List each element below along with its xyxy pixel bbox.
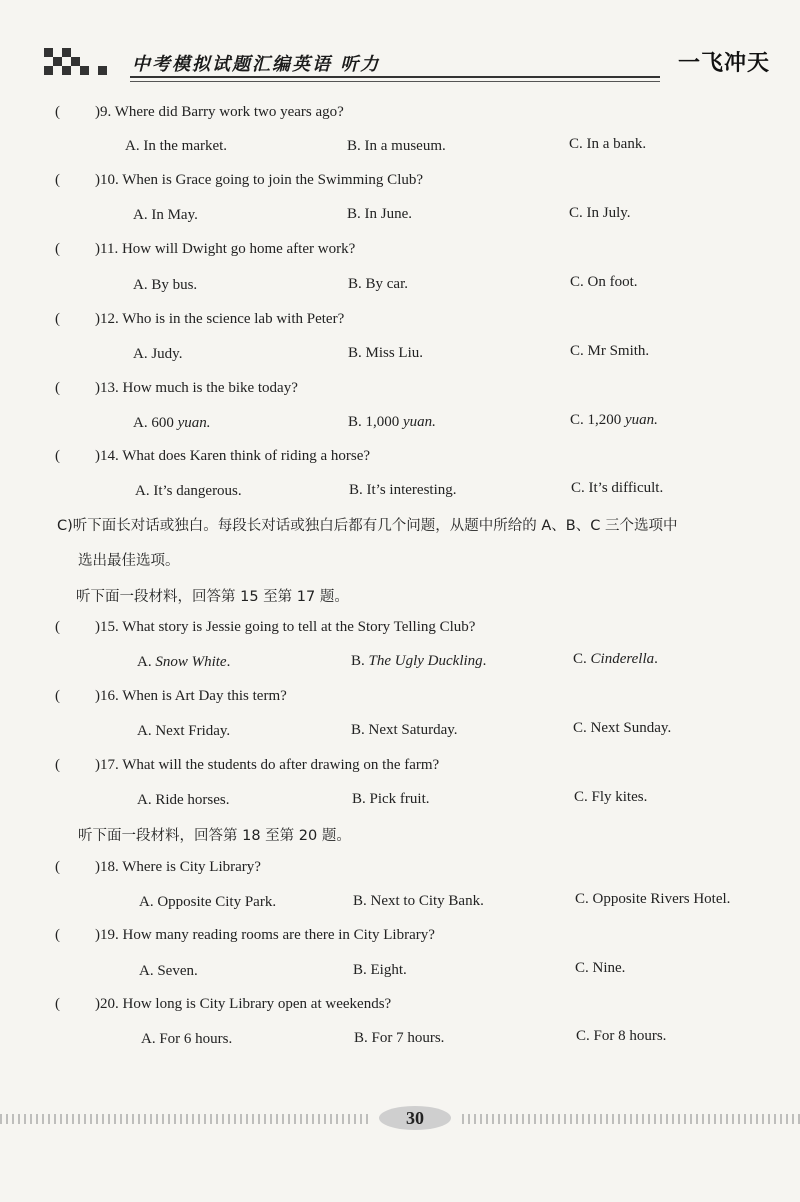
answer-paren: ( [55,859,60,875]
answer-paren: ( [55,448,60,464]
question-text: )9. Where did Barry work two years ago? [95,104,344,120]
option-a: A. Next Friday. [137,723,231,739]
option-c: C. Next Sunday. [573,720,672,736]
question-11 [55,241,355,258]
page-header [40,40,770,86]
option-c: C. In July. [569,205,631,221]
option-a: A. In the market. [125,138,228,154]
option-b: B. The Ugly Duckling. [351,653,487,669]
header-title: 中考模拟试题汇编英语 听力 [132,54,381,75]
section-part-1-heading: 听下面一段材料，回答第 15 至第 17 题。 [76,589,349,605]
option-b: B. By car. [348,276,408,292]
option-a: A. Seven. [139,963,198,979]
option-b: B. In June. [347,206,412,222]
option-c: C. It’s difficult. [571,480,664,496]
option-c: C. Nine. [575,960,626,976]
question-15 [55,619,475,636]
option-c: C. Fly kites. [574,789,648,805]
answer-paren: ( [55,619,60,635]
option-b: B. Pick fruit. [352,791,430,807]
question-20 [55,996,391,1013]
checker-logo-icon [44,48,128,78]
question-9 [55,104,344,121]
option-a: A. It’s dangerous. [135,483,242,499]
option-b: B. Miss Liu. [348,345,424,361]
answer-paren: ( [55,172,60,188]
option-b: B. Next Saturday. [351,722,458,738]
answer-paren: ( [55,996,60,1012]
option-c: C. Cinderella. [573,651,658,667]
option-b: B. Next to City Bank. [353,893,484,909]
question-12 [55,311,344,328]
question-10 [55,172,423,189]
option-c: C. In a bank. [569,136,647,152]
option-c: C. 1,200 yuan. [570,412,658,428]
section-c-instructions: C)听下面长对话或独白。每段长对话或独白后都有几个问题，从题中所给的 A、B、C 三个选项中 [57,518,678,534]
answer-paren: ( [55,688,60,704]
question-text: )12. Who is in the science lab with Peter? [95,311,345,327]
answer-paren: ( [55,241,60,257]
question-text: )15. What story is Jessie going to tell at the Story Telling Club? [95,619,476,635]
question-16 [55,688,287,705]
question-text: )11. How will Dwight go home after work? [95,241,356,257]
answer-paren: ( [55,311,60,327]
page-number: 30 [375,1102,455,1134]
header-divider [130,76,660,78]
question-text: )16. When is Art Day this term? [95,688,287,704]
option-c: C. Opposite Rivers Hotel. [575,891,731,907]
option-a: A. Snow White. [137,654,231,670]
header-brand: 一飞冲天 [677,51,770,76]
option-c: C. On foot. [570,274,638,290]
option-a: A. Ride horses. [137,792,230,808]
option-c: C. For 8 hours. [576,1028,667,1044]
option-a: A. By bus. [133,277,198,293]
question-text: )20. How long is City Library open at weekends? [95,996,392,1012]
header-divider-thin [130,81,660,82]
option-b: B. In a museum. [347,138,446,154]
question-text: )19. How many reading rooms are there in City Library? [95,927,435,943]
option-a: A. In May. [133,207,198,223]
option-a: A. For 6 hours. [141,1031,233,1047]
answer-paren: ( [55,104,60,120]
option-b: B. It’s interesting. [349,482,457,498]
question-text: )13. How much is the bike today? [95,380,298,396]
option-b: B. Eight. [353,962,407,978]
question-19 [55,927,435,944]
question-text: )10. When is Grace going to join the Swimming Club? [95,172,424,188]
answer-paren: ( [55,757,60,773]
footer-pattern-left [0,1114,370,1124]
option-a: A. Judy. [133,346,183,362]
answer-paren: ( [55,380,60,396]
option-b: B. For 7 hours. [354,1030,445,1046]
option-a: A. Opposite City Park. [139,894,277,910]
question-14 [55,448,370,465]
question-17 [55,757,439,774]
option-c: C. Mr Smith. [570,343,650,359]
question-text: )14. What does Karen think of riding a horse? [95,448,371,464]
option-b: B. 1,000 yuan. [348,414,436,430]
answer-paren: ( [55,927,60,943]
footer-pattern-right [462,1114,800,1124]
option-a: A. 600 yuan. [133,415,211,431]
section-part-2-heading: 听下面一段材料，回答第 18 至第 20 题。 [78,828,351,844]
question-13 [55,380,298,397]
question-18 [55,859,261,876]
page-footer [0,1102,800,1138]
question-text: )18. Where is City Library? [95,859,261,875]
question-text: )17. What will the students do after drawing on the farm? [95,757,440,773]
section-c-instructions-cont: 选出最佳选项。 [78,553,180,569]
